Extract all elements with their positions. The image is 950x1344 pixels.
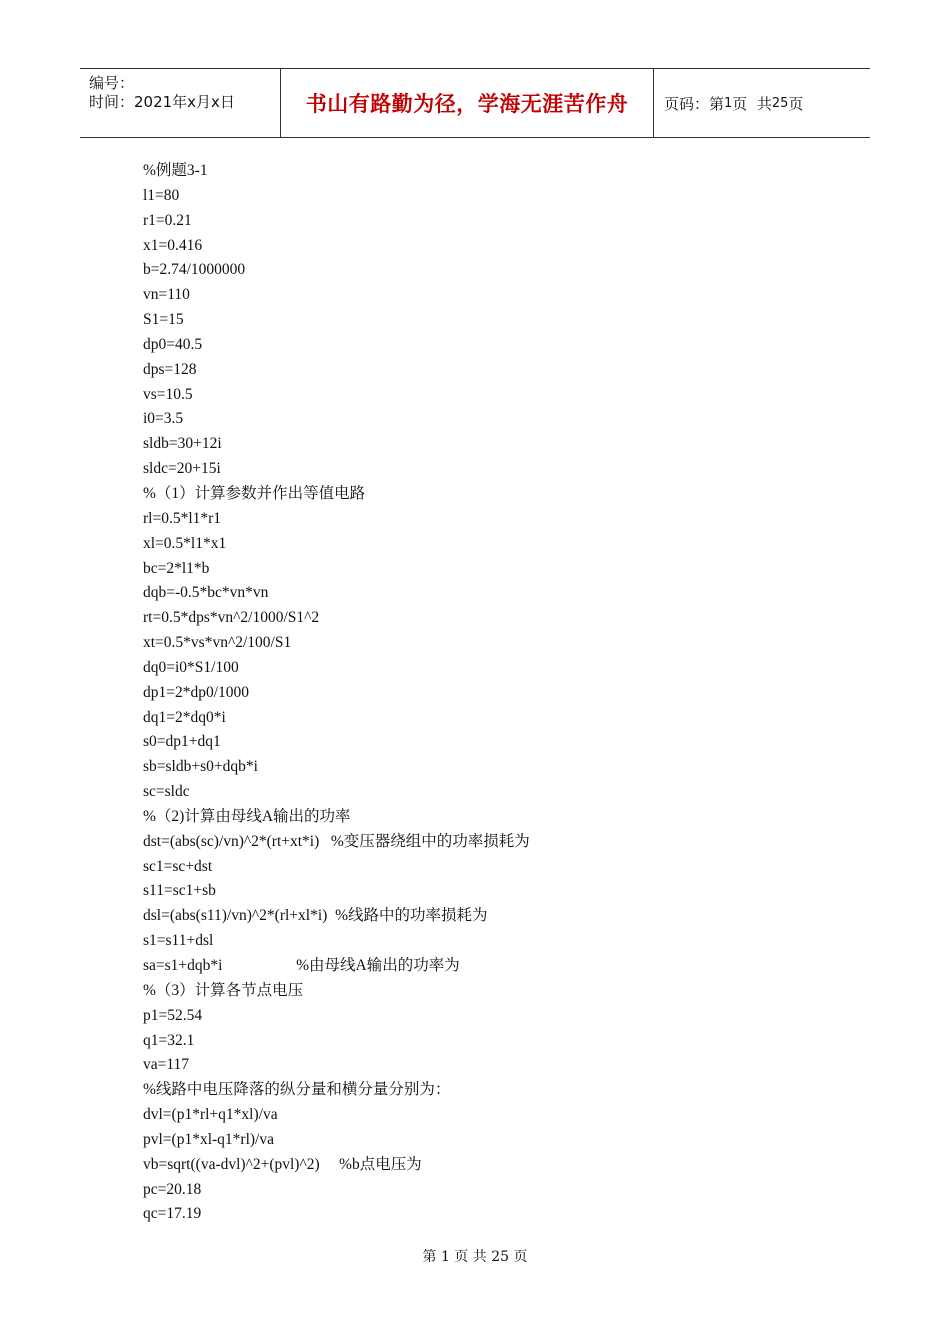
code-line: S1=15 [143, 311, 184, 329]
number-label: 编号： [89, 74, 135, 92]
code-line: %例题3-1 [143, 162, 208, 179]
code-line: %（3）计算各节点电压 [143, 981, 304, 999]
code-line: sa=s1+dqb*i %由母线A输出的功率为 [143, 957, 460, 974]
code-line: sldc=20+15i [143, 460, 221, 478]
code-line: r1=0.21 [143, 211, 192, 229]
code-line: vn=110 [143, 286, 190, 304]
code-line: dvl=(p1*rl+q1*xl)/va [143, 1106, 278, 1124]
code-line: bc=2*l1*b [143, 559, 210, 577]
code-line: %（1）计算参数并作出等值电路 [143, 484, 366, 502]
page-prefix: 页码：第 [664, 94, 725, 113]
code-line: sldb=30+12i [143, 435, 222, 453]
code-line: pvl=(p1*xl-q1*rl)/va [143, 1130, 274, 1148]
page-mid: 页 共 [732, 94, 772, 113]
page-number: 1 [724, 95, 733, 111]
page-total: 25 [771, 95, 789, 111]
page-header [80, 68, 870, 138]
code-line: va=117 [143, 1056, 190, 1074]
code-line: s11=sc1+sb [143, 882, 216, 900]
code-line: rl=0.5*l1*r1 [143, 509, 222, 527]
code-line: vb=sqrt((va-dvl)^2+(pvl)^2) %b点电压为 [143, 1155, 422, 1173]
code-line: dp1=2*dp0/1000 [143, 683, 250, 701]
code-line: xt=0.5*vs*vn^2/100/S1 [143, 634, 292, 652]
code-line: l1=80 [143, 186, 180, 204]
header-page-cell [654, 69, 870, 137]
code-line: dqb=-0.5*bc*vn*vn [143, 584, 269, 602]
code-line: qc=17.19 [143, 1205, 202, 1223]
code-line: p1=52.54 [143, 1006, 203, 1024]
code-line: s0=dp1+dq1 [143, 733, 221, 751]
code-line: sc=sldc [143, 783, 190, 801]
code-line: xl=0.5*l1*x1 [143, 534, 227, 552]
code-line: pc=20.18 [143, 1180, 202, 1198]
code-line: dps=128 [143, 360, 197, 378]
code-line: dp0=40.5 [143, 335, 203, 353]
code-line: dq0=i0*S1/100 [143, 658, 239, 676]
code-line: dq1=2*dq0*i [143, 708, 226, 726]
code-line: sc1=sc+dst [143, 857, 213, 875]
code-line: b=2.74/1000000 [143, 261, 246, 279]
code-line: %（2)计算由母线A输出的功率 [143, 807, 351, 825]
code-listing [143, 159, 530, 1227]
code-line: i0=3.5 [143, 410, 184, 428]
code-line: q1=32.1 [143, 1031, 195, 1049]
time-label: 时间：2021年x月x日 [89, 93, 235, 111]
page-suffix: 页 [788, 94, 804, 113]
header-info-cell [80, 69, 281, 137]
code-line: vs=10.5 [143, 385, 193, 403]
page-footer: 第 1 页 共 25 页 [422, 1249, 528, 1265]
code-line: %线路中电压降落的纵分量和横分量分别为： [143, 1081, 451, 1099]
code-line: rt=0.5*dps*vn^2/1000/S1^2 [143, 609, 320, 627]
motto-text: 书山有路勤为径，学海无涯苦作舟 [305, 92, 629, 116]
code-line: dsl=(abs(s11)/vn)^2*(rl+xl*i) %线路中的功率损耗为 [143, 907, 488, 925]
header-motto-cell [281, 69, 654, 137]
code-line: x1=0.416 [143, 236, 203, 254]
code-line: dst=(abs(sc)/vn)^2*(rt+xt*i) %变压器绕组中的功率损耗为 [143, 832, 530, 850]
code-line: s1=s11+dsl [143, 932, 214, 950]
code-line: sb=sldb+s0+dqb*i [143, 758, 258, 776]
